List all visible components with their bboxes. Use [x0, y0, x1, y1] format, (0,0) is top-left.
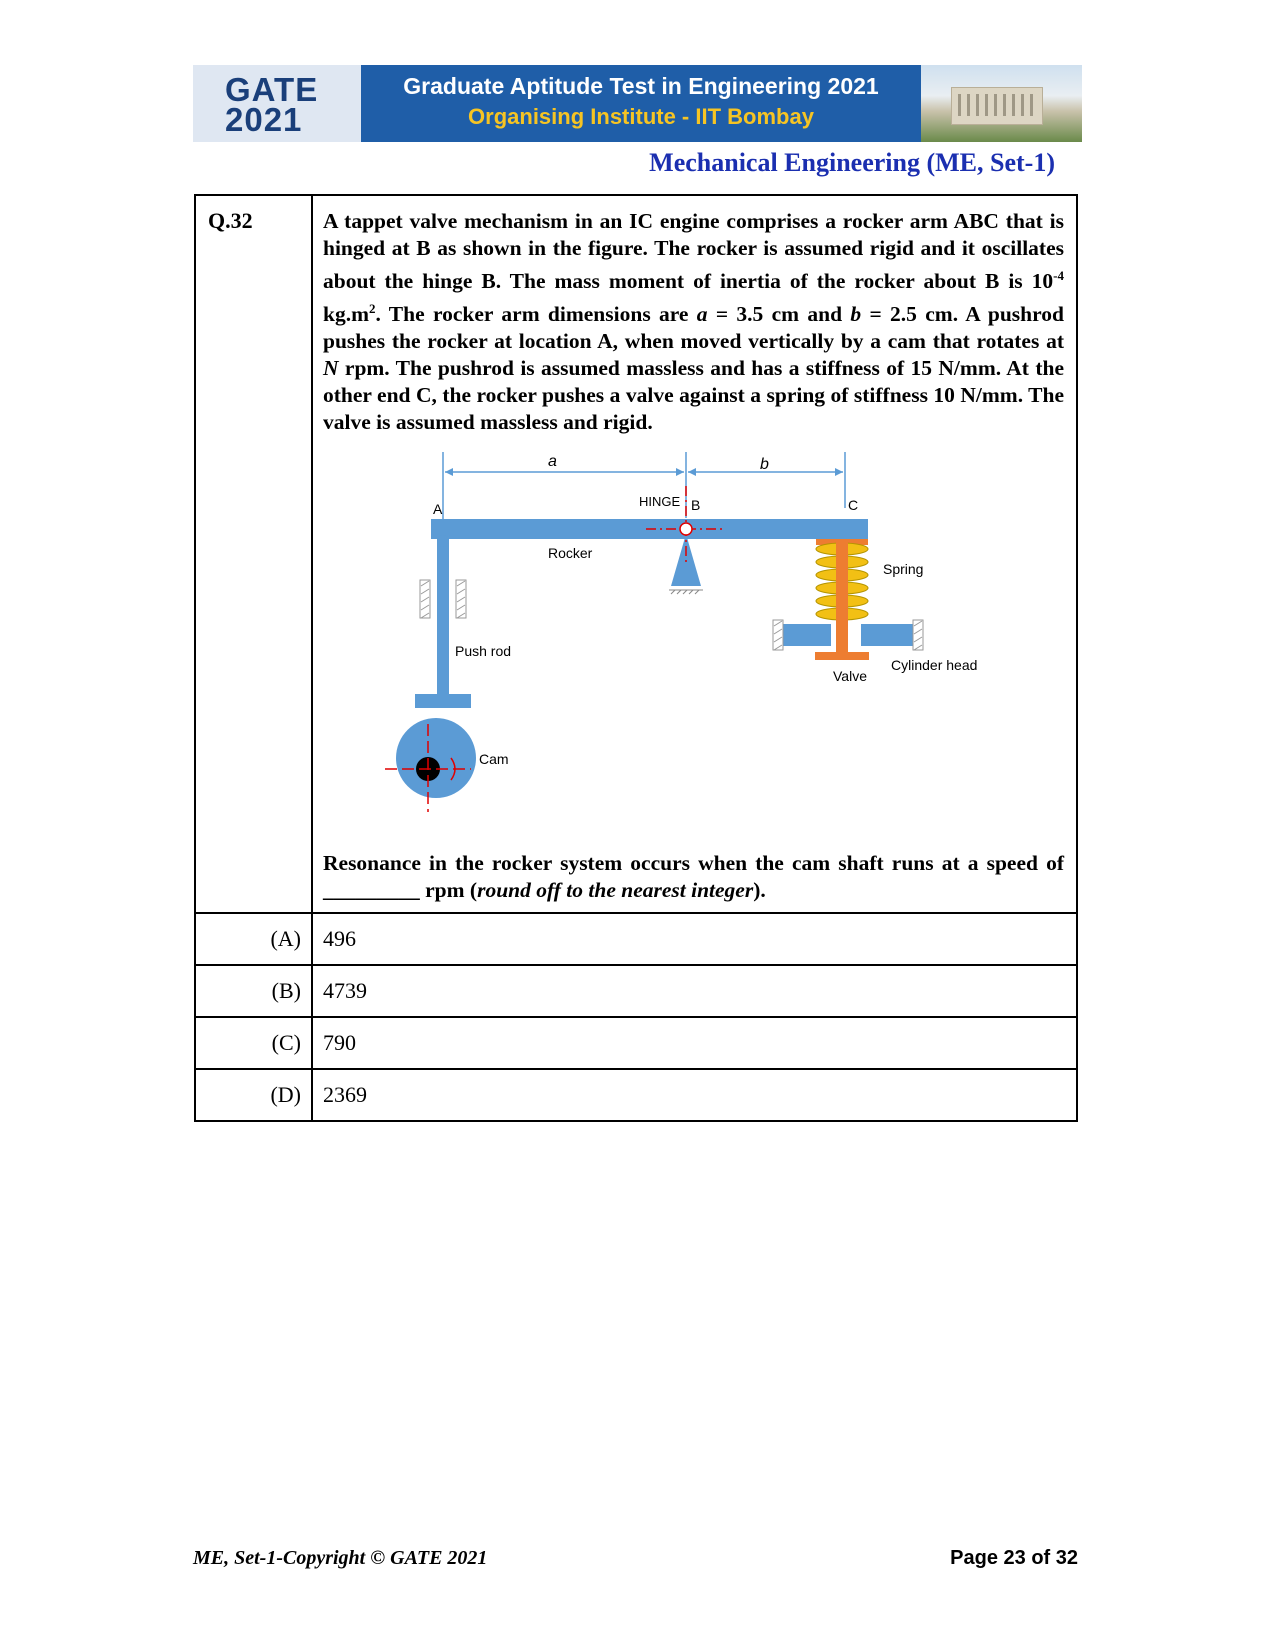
gate-logo	[193, 65, 361, 142]
building-image	[951, 87, 1043, 125]
option-value: 496	[312, 913, 1077, 965]
banner-text	[361, 65, 921, 142]
label-spring: Spring	[883, 561, 924, 578]
push-rod	[415, 535, 471, 708]
cam	[385, 718, 476, 812]
label-A: A	[433, 501, 443, 518]
label-b: b	[760, 456, 769, 474]
question-text: A tappet valve mechanism in an IC engine comprises a rocker arm ABC that is hinged at B as shown in the figure. The rocker is assumed rigid and it oscillates about the hinge B. The mass moment of inertia of the rocker about B is $10^{-4}$ $kg.m^2$. The rocker arm dimensions are a = 3.5 cm and b = 2.5 cm. A pushrod pushes the rocker at location A, when moved vertically by a cam that rotates at N rpm. The pushrod is assumed massless and has a stiffness of 15 N/mm. At the other end C, the rocker pushes a valve against a spring of stiffness 10 N/mm. The valve is assumed massless and rigid.	[323, 209, 1064, 435]
label-C: C	[848, 497, 859, 514]
banner-title: Graduate Aptitude Test in Engineering 2021	[403, 73, 879, 99]
option-value: 4739	[312, 965, 1077, 1017]
banner-subtitle: Organising Institute - IIT Bombay	[468, 104, 814, 129]
option-row	[195, 913, 1077, 965]
institute-photo	[921, 65, 1082, 142]
option-label: (B)	[195, 965, 312, 1017]
question-table	[194, 194, 1078, 1122]
label-push-rod: Push rod	[455, 643, 512, 660]
question-number: Q.32	[195, 195, 312, 913]
logo-line1: GATE	[225, 71, 319, 108]
logo-line2: 2021	[225, 101, 303, 138]
question-prompt: Resonance in the rocker system occurs when the cam shaft runs at a speed of _________ rpm (round off to the nearest integer).	[323, 851, 1064, 903]
label-a: a	[548, 453, 557, 471]
footer-page-number: Page 23 of 32	[950, 1547, 1078, 1569]
spring	[816, 542, 868, 622]
header-banner	[193, 65, 1082, 142]
option-label: (C)	[195, 1017, 312, 1069]
option-row	[195, 965, 1077, 1017]
footer-copyright: ME, Set-1-Copyright © GATE 2021	[193, 1547, 488, 1569]
option-value: 2369	[312, 1069, 1077, 1121]
option-label: (A)	[195, 913, 312, 965]
question-body	[312, 195, 1077, 913]
option-row	[195, 1069, 1077, 1121]
tappet-valve-figure	[323, 446, 1063, 846]
subject-title: Mechanical Engineering (ME, Set-1)	[649, 148, 1055, 177]
option-value: 790	[312, 1017, 1077, 1069]
option-row	[195, 1017, 1077, 1069]
label-hinge: HINGE	[639, 494, 681, 510]
option-label: (D)	[195, 1069, 312, 1121]
label-valve: Valve	[833, 668, 867, 685]
label-B: B	[691, 497, 701, 514]
question-row	[195, 195, 1077, 913]
label-cam: Cam	[479, 751, 509, 768]
label-rocker: Rocker	[548, 545, 593, 562]
label-cylinder-head: Cylinder head	[891, 657, 978, 674]
